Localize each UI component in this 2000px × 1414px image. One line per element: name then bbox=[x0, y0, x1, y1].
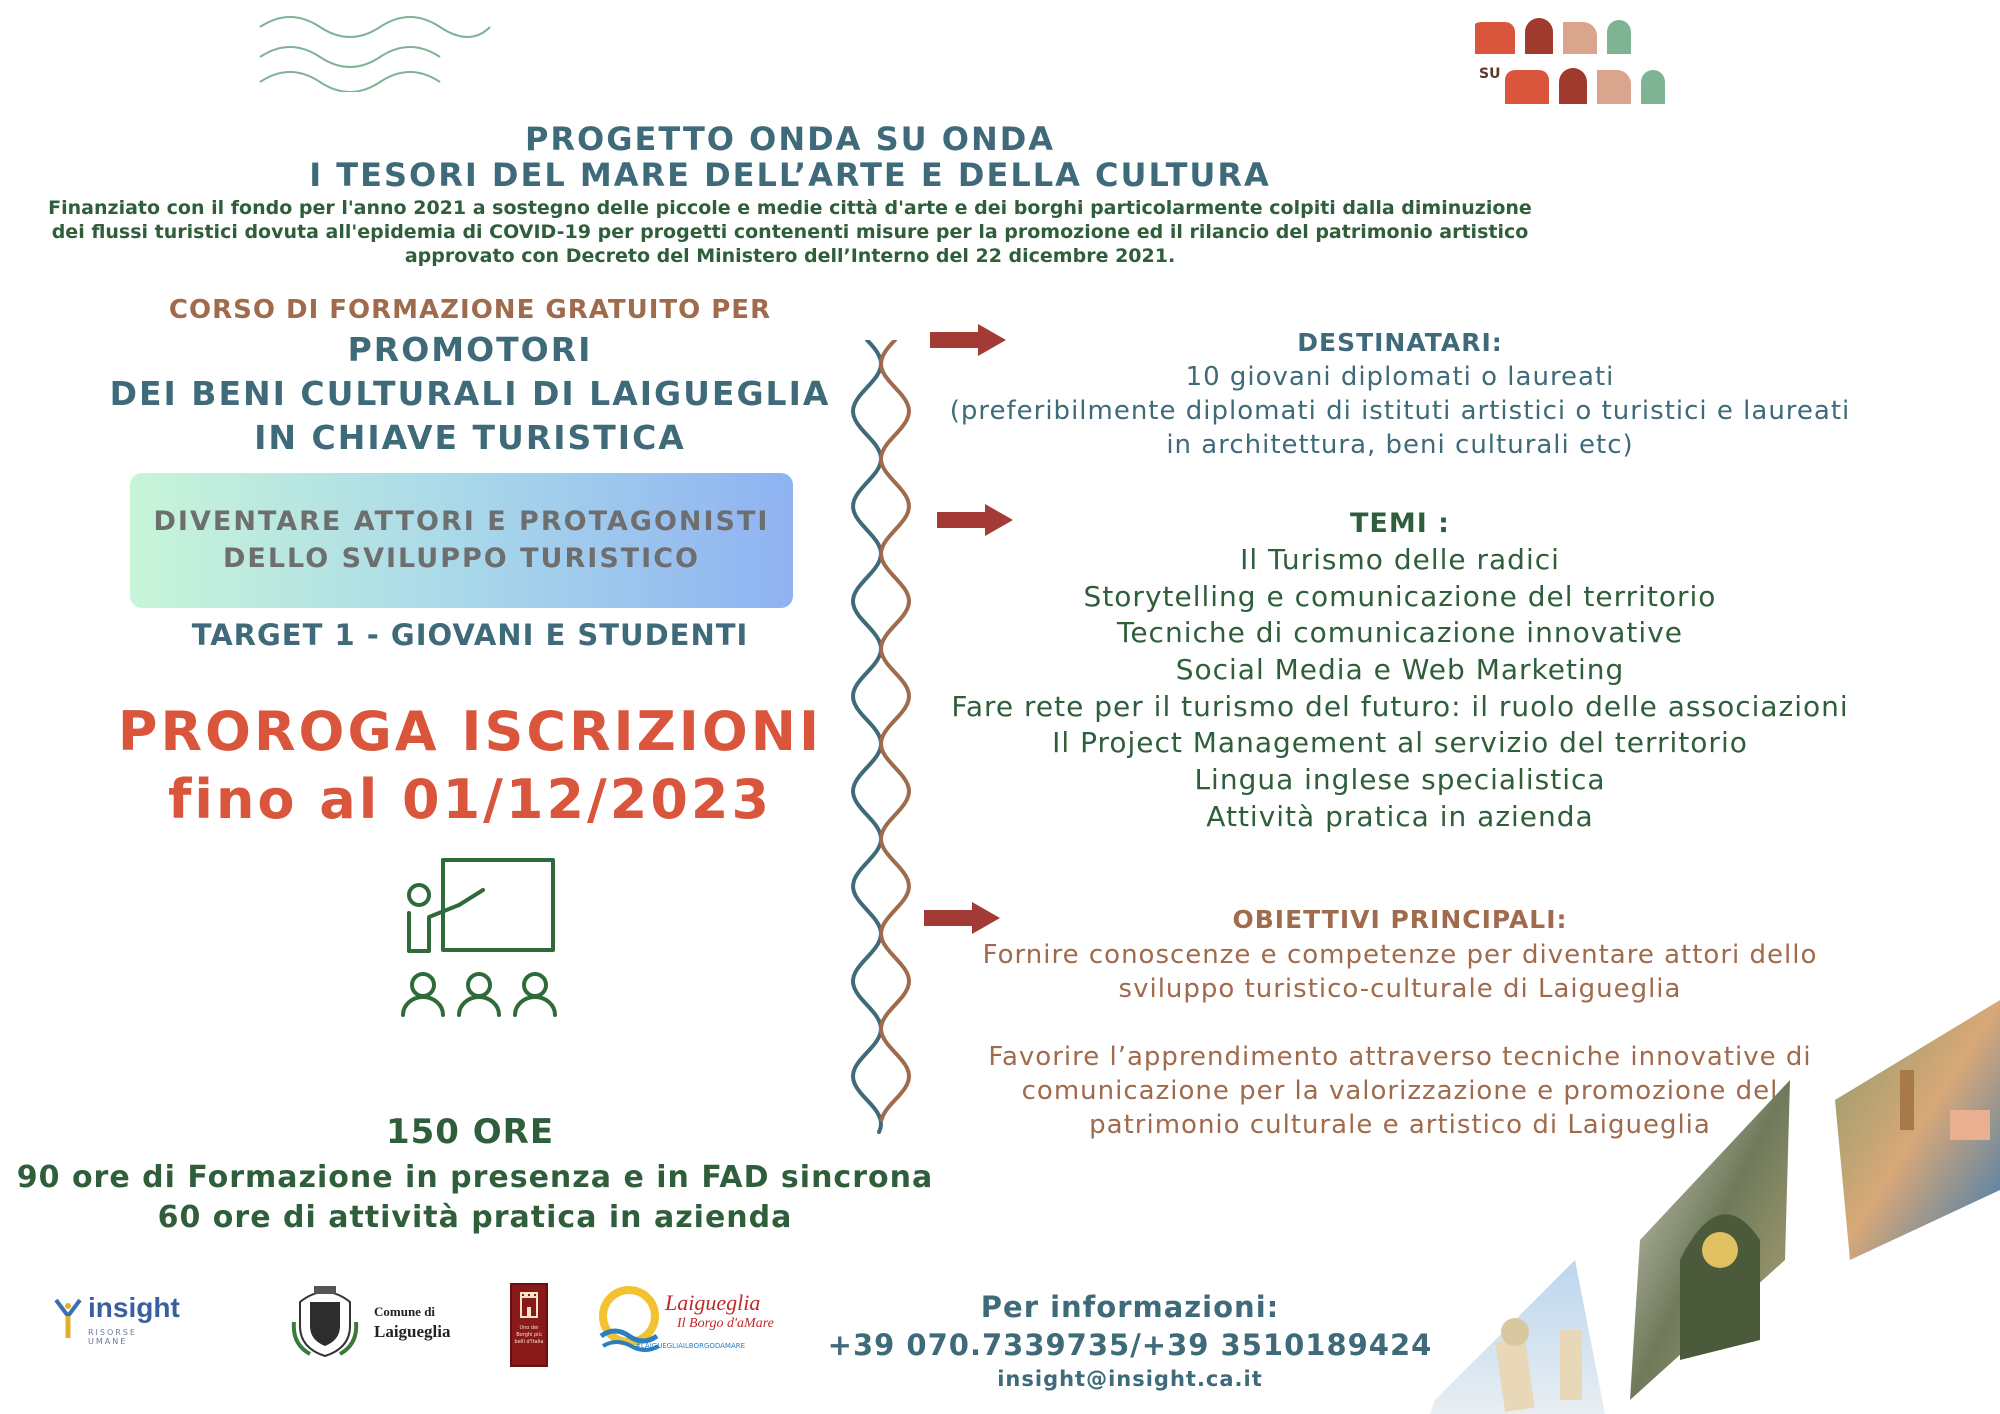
borghi-text: Uno dei Borghi più belli d'Italia bbox=[514, 1325, 544, 1345]
destinatari-line-3: in architettura, beni culturali etc) bbox=[1166, 430, 1634, 460]
funding-line-3: approvato con Decreto del Ministero dell’Interno del 22 dicembre 2021. bbox=[404, 245, 1176, 267]
slogan-line-2: DELLO SVILUPPO TURISTICO bbox=[223, 543, 700, 574]
comune-line-1: Comune di bbox=[374, 1304, 436, 1319]
insight-logo bbox=[52, 1290, 180, 1350]
project-title: PROGETTO ONDA SU ONDA bbox=[524, 120, 1056, 158]
destinatari-title: DESTINATARI: bbox=[1297, 328, 1503, 357]
insight-tagline: RISORSE UMANE bbox=[88, 1328, 137, 1346]
funding-line-2: dei flussi turistici dovuta all'epidemia di COVID-19 per progetti contenenti misure per la promozione ed il rilancio del patrimonio artistico bbox=[51, 221, 1529, 243]
course-intro: CORSO DI FORMAZIONE GRATUITO PER bbox=[168, 295, 772, 325]
temi-item: Attività pratica in azienda bbox=[1206, 800, 1594, 833]
comune-line-2: Laigueglia bbox=[374, 1322, 451, 1341]
laigueglia-name: Laigueglia bbox=[665, 1290, 761, 1315]
hours-line-2: 60 ore di attività pratica in azienda bbox=[157, 1200, 793, 1235]
temi-item: Lingua inglese specialistica bbox=[1194, 763, 1606, 796]
obiettivi-p1-line-1: Fornire conoscenze e competenze per diventare attori dello bbox=[982, 940, 1818, 970]
target-label: TARGET 1 - GIOVANI E STUDENTI bbox=[191, 618, 749, 652]
temi-item: Tecniche di comunicazione innovative bbox=[1116, 616, 1683, 649]
onda-su-onda-logo bbox=[1475, 14, 1695, 109]
teacher-classroom-icon bbox=[395, 855, 565, 1020]
contact-email[interactable]: insight@insight.ca.it bbox=[997, 1367, 1263, 1391]
obiettivi-p2-line-3: patrimonio culturale e artistico di Laigueglia bbox=[1089, 1110, 1711, 1140]
coat-of-arms-icon bbox=[290, 1282, 360, 1358]
temi-item: Il Turismo delle radici bbox=[1240, 543, 1560, 576]
obiettivi-p1-line-2: sviluppo turistico-culturale di Laigueglia bbox=[1118, 974, 1682, 1004]
course-title-1: PROMOTORI bbox=[347, 330, 593, 369]
wave-decoration bbox=[255, 12, 495, 92]
slogan-line-1: DIVENTARE ATTORI E PROTAGONISTI bbox=[153, 506, 770, 537]
course-title-3: IN CHIAVE TURISTICA bbox=[254, 418, 686, 457]
obiettivi-p2-line-1: Favorire l’apprendimento attraverso tecniche innovative di bbox=[988, 1042, 1812, 1072]
laigueglia-tagline: Il Borgo d'aMare bbox=[677, 1316, 774, 1331]
borghi-belli-logo bbox=[510, 1283, 548, 1367]
destinatari-line-2: (preferibilmente diplomati di istituti artistici o turistici e laureati bbox=[949, 396, 1851, 426]
proroga-date: fino al 01/12/2023 bbox=[167, 768, 773, 831]
tower-icon bbox=[517, 1291, 541, 1319]
funding-line-1: Finanziato con il fondo per l'anno 2021 a sostegno delle piccole e medie città d'arte e dei borghi particolarmente colpiti dalla diminuzione bbox=[48, 197, 1532, 219]
temi-title: TEMI : bbox=[1350, 508, 1450, 539]
contact-phones[interactable]: +39 070.7339735/+39 3510189424 bbox=[827, 1328, 1433, 1362]
laigueglia-borgo-logo bbox=[595, 1282, 785, 1362]
temi-item: Il Project Management al servizio del territorio bbox=[1052, 726, 1748, 759]
obiettivi-p2-line-2: comunicazione per la valorizzazione e promozione del bbox=[1021, 1076, 1779, 1106]
laigueglia-hashtag: #LAIGUEGLIAILBORGODAMARE bbox=[635, 1342, 746, 1350]
slogan-box bbox=[130, 473, 793, 608]
contact-title: Per informazioni: bbox=[980, 1290, 1280, 1324]
logo-su-label: SU bbox=[1479, 66, 1501, 82]
temi-item: Social Media e Web Marketing bbox=[1175, 653, 1625, 686]
course-title-2: DEI BENI CULTURALI DI LAIGUEGLIA bbox=[109, 374, 831, 413]
proroga-title: PROROGA ISCRIZIONI bbox=[117, 700, 823, 763]
comune-laigueglia-logo bbox=[290, 1280, 470, 1360]
destinatari-line-1: 10 giovani diplomati o laureati bbox=[1185, 362, 1615, 392]
temi-item: Storytelling e comunicazione del territorio bbox=[1083, 580, 1717, 613]
obiettivi-title: OBIETTIVI PRINCIPALI: bbox=[1232, 905, 1568, 934]
photo-collage bbox=[1430, 960, 2000, 1414]
project-subtitle: I TESORI DEL MARE DELL’ARTE E DELLA CULTURA bbox=[309, 156, 1271, 194]
temi-item: Fare rete per il turismo del futuro: il ruolo delle associazioni bbox=[951, 690, 1849, 723]
hours-title: 150 ORE bbox=[385, 1112, 555, 1152]
insight-name: insight bbox=[88, 1292, 180, 1323]
insight-person-icon bbox=[54, 1296, 84, 1340]
hours-line-1: 90 ore di Formazione in presenza e in FAD sincrona bbox=[16, 1160, 934, 1195]
